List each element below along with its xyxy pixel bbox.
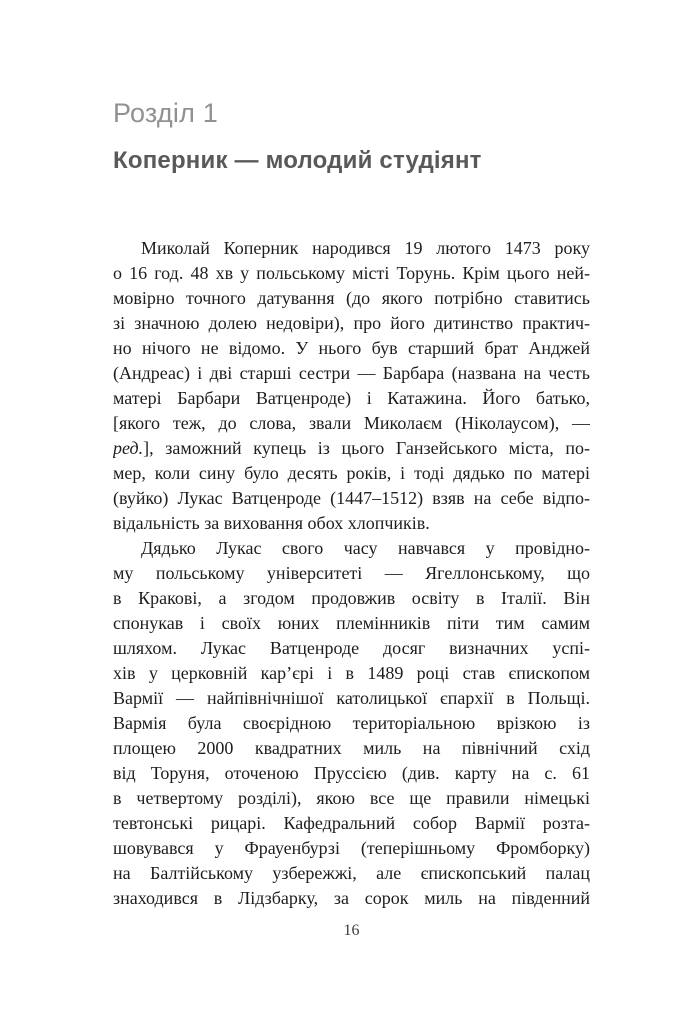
text-line — [113, 286, 590, 311]
text-line — [113, 786, 590, 811]
text-segment: Вармії — найпівнічнішої католицької єпархії в Польщі. — [113, 688, 590, 708]
italic-text: ред. — [113, 438, 144, 458]
text-segment: му польському університеті — Ягеллонському, що — [113, 563, 590, 583]
paragraph — [113, 236, 590, 536]
chapter-title: Коперник — молодий студіянт — [113, 147, 482, 174]
body-text — [113, 236, 590, 911]
text-segment: тевтонські рицарі. Кафедральний собор Вармії розта- — [113, 813, 590, 833]
text-line — [113, 686, 590, 711]
paragraph — [113, 536, 590, 911]
text-line — [113, 736, 590, 761]
text-segment: [якого теж, до слова, звали Миколаєм (Ніколаусом), — — [113, 413, 590, 433]
text-line — [113, 636, 590, 661]
text-line — [113, 411, 590, 436]
text-line — [113, 236, 590, 261]
page-number: 16 — [343, 922, 360, 939]
text-line — [113, 861, 590, 886]
text-line — [113, 711, 590, 736]
text-line — [113, 811, 590, 836]
text-line — [113, 361, 590, 386]
text-segment: відальність за виховання обох хлопчиків. — [113, 513, 430, 533]
text-line — [113, 461, 590, 486]
text-line — [113, 611, 590, 636]
text-segment: хів у церковній кар’єрі і в 1489 році став єпископом — [113, 663, 590, 683]
text-segment: спонукав і своїх юних племінників піти тим самим — [113, 613, 590, 633]
text-line — [113, 311, 590, 336]
text-line — [113, 436, 590, 461]
text-line — [113, 761, 590, 786]
text-segment: шляхом. Лукас Ватценроде досяг визначних успі- — [113, 638, 590, 658]
text-line — [113, 661, 590, 686]
text-segment: Дядько Лукас свого часу навчався у провідно- — [141, 538, 590, 558]
text-segment: в Кракові, а згодом продовжив освіту в Італії. Він — [113, 588, 590, 608]
text-segment: Вармія була своєрідною територіальною врізкою із — [113, 713, 590, 733]
text-line — [113, 886, 590, 911]
text-segment: на Балтійському узбережжі, але єпископський палац — [113, 863, 590, 883]
text-segment: ], заможний купець із цього Ганзейського міста, по- — [143, 438, 590, 458]
text-line — [113, 386, 590, 411]
text-segment: шовувався у Фрауенбурзі (теперішньому Фромборку) — [113, 838, 590, 858]
text-segment: о 16 год. 48 хв у польському місті Торунь. Крім цього ней- — [113, 263, 590, 283]
text-segment: мовірно точного датування (до якого потрібно ставитись — [113, 288, 590, 308]
text-segment: (вуйко) Лукас Ватценроде (1447–1512) взяв на себе відпо- — [113, 488, 590, 508]
text-segment: зі значною долею недовіри), про його дитинство практич- — [113, 313, 590, 333]
text-segment: матері Барбари Ватценроде) і Катажина. Його батько, — [113, 388, 590, 408]
text-segment: площею 2000 квадратних миль на північний схід — [113, 738, 590, 758]
text-segment: мер, коли сину було десять років, і тоді дядько по матері — [113, 463, 590, 483]
text-line — [113, 536, 590, 561]
text-segment: в четвертому розділі), якою все ще правили німецькі — [113, 788, 590, 808]
text-line — [113, 561, 590, 586]
text-line — [113, 511, 590, 536]
text-line — [113, 586, 590, 611]
chapter-label: Розділ 1 — [113, 98, 218, 128]
text-segment: но нічого не відомо. У нього був старший брат Анджей — [113, 338, 590, 358]
text-segment: (Андреас) і дві старші сестри — Барбара (названа на честь — [113, 363, 590, 383]
text-segment: знаходився в Лідзбарку, за сорок миль на південний — [113, 888, 590, 908]
text-line — [113, 261, 590, 286]
text-segment: від Торуня, оточеною Пруссією (див. карту на с. 61 — [113, 763, 590, 783]
text-line — [113, 486, 590, 511]
text-segment: Миколай Коперник народився 19 лютого 1473 року — [141, 238, 590, 258]
text-line — [113, 836, 590, 861]
text-line — [113, 336, 590, 361]
